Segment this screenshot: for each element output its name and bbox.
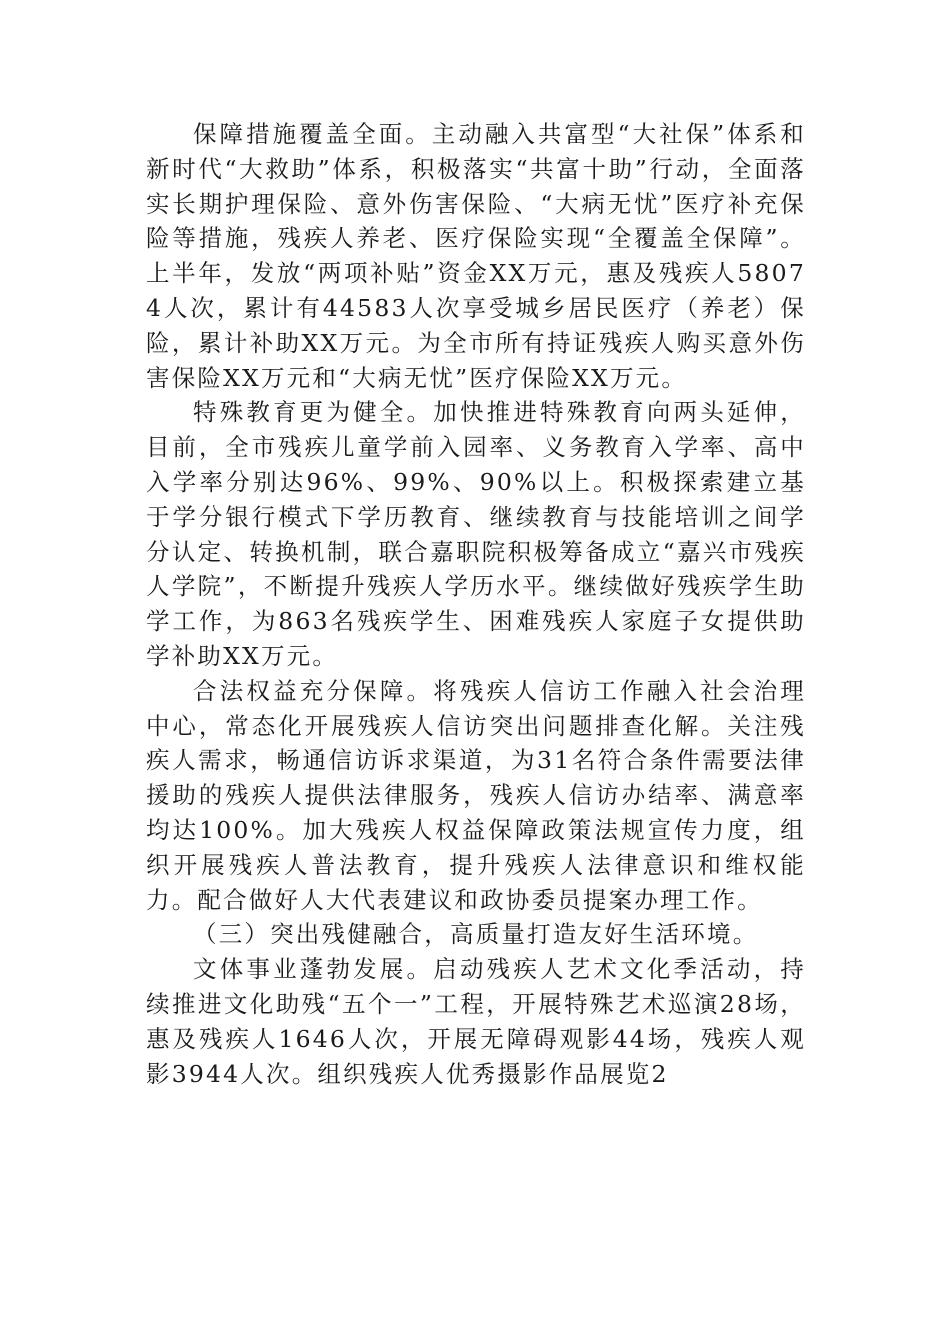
paragraph-special-education: 特殊教育更为健全。加快推进特殊教育向两头延伸，目前，全市残疾儿童学前入园率、义务教育入学率、高中入学率分别达96%、99%、90%以上。积极探索建立基于学分银行模式下学历教育、继续教育与技能培训之间学分认定、转换机制，联合嘉职院积极筹备成立“嘉兴市残疾人学院”，不断提升残疾人学历水平。继续做好残疾学生助学工作，为863名残疾学生、困难残疾人家庭子女提供助学补助XX万元。 [146,398,806,670]
section-heading-3: （三）突出残健融合，高质量打造友好生活环境。 [193,920,759,949]
paragraph-culture-sports: 文体事业蓬勃发展。启动残疾人艺术文化季活动，持续推进文化助残“五个一”工程，开展特殊艺术巡演28场，惠及残疾人1646人次，开展无障碍观影44场，残疾人观影3944人次。组织残疾人优秀摄影作品展览2 [146,955,806,1088]
document-body [146,117,806,1091]
paragraph-social-security: 保障措施覆盖全面。主动融入共富型“大社保”体系和新时代“大救助”体系，积极落实“共富十助”行动，全面落实长期护理保险、意外伤害保险、“大病无忧”医疗补充保险等措施，残疾人养老、医疗保险实现“全覆盖全保障”。上半年，发放“两项补贴”资金XX万元，惠及残疾人58074人次，累计有44583人次享受城乡居民医疗（养老）保险，累计补助XX万元。为全市所有持证残疾人购买意外伤害保险XX万元和“大病无忧”医疗保险XX万元。 [146,120,806,392]
paragraph-legal-rights: 合法权益充分保障。将残疾人信访工作融入社会治理中心，常态化开展残疾人信访突出问题排查化解。关注残疾人需求，畅通信访诉求渠道，为31名符合条件需要法律援助的残疾人提供法律服务，残疾人信访办结率、满意率均达100%。加大残疾人权益保障政策法规宣传力度，组织开展残疾人普法教育，提升残疾人法律意识和维权能力。配合做好人大代表建议和政协委员提案办理工作。 [146,676,806,914]
